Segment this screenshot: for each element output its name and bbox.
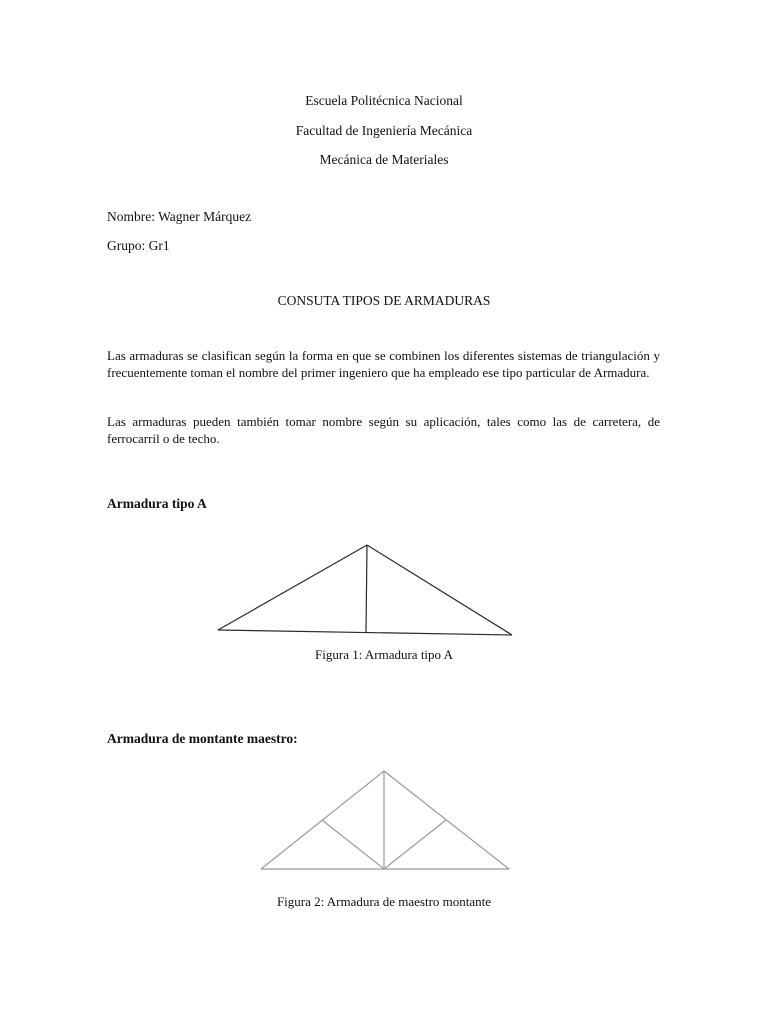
paragraph-classification: Las armaduras se clasifican según la forma en que se combinen los diferentes sistemas de triangulación y frecuentemente toman el nombre del primer ingeniero que ha empleado ese tipo particular de Armadura. <box>107 348 660 380</box>
figure-2-caption: Figura 2: Armadura de maestro montante <box>276 894 492 909</box>
figure-type-a-truss <box>218 545 512 635</box>
faculty-name: Facultad de Ingeniería Mecánica <box>295 123 473 138</box>
truss-a-left-rafter <box>218 545 367 630</box>
student-name: Nombre: Wagner Márquez <box>107 209 252 224</box>
section-heading-type-a: Armadura tipo A <box>107 496 207 511</box>
school-name: Escuela Politécnica Nacional <box>305 93 463 108</box>
truss-b-right-diagonal <box>384 820 446 869</box>
truss-b-left-diagonal <box>322 820 384 869</box>
truss-a-king-post <box>366 545 367 633</box>
truss-a-right-rafter <box>367 545 512 635</box>
course-name: Mecánica de Materiales <box>319 152 449 167</box>
document-title: CONSUTA TIPOS DE ARMADURAS <box>277 293 491 308</box>
figure-king-post-truss <box>261 771 509 869</box>
student-group: Grupo: Gr1 <box>107 238 170 253</box>
paragraph-application: Las armaduras pueden también tomar nombre según su aplicación, tales como las de carretera, de ferrocarril o de techo. <box>107 414 660 446</box>
figure-1-caption: Figura 1: Armadura tipo A <box>315 647 453 662</box>
section-heading-king-post: Armadura de montante maestro: <box>107 731 298 746</box>
truss-a-bottom-chord <box>218 630 512 635</box>
